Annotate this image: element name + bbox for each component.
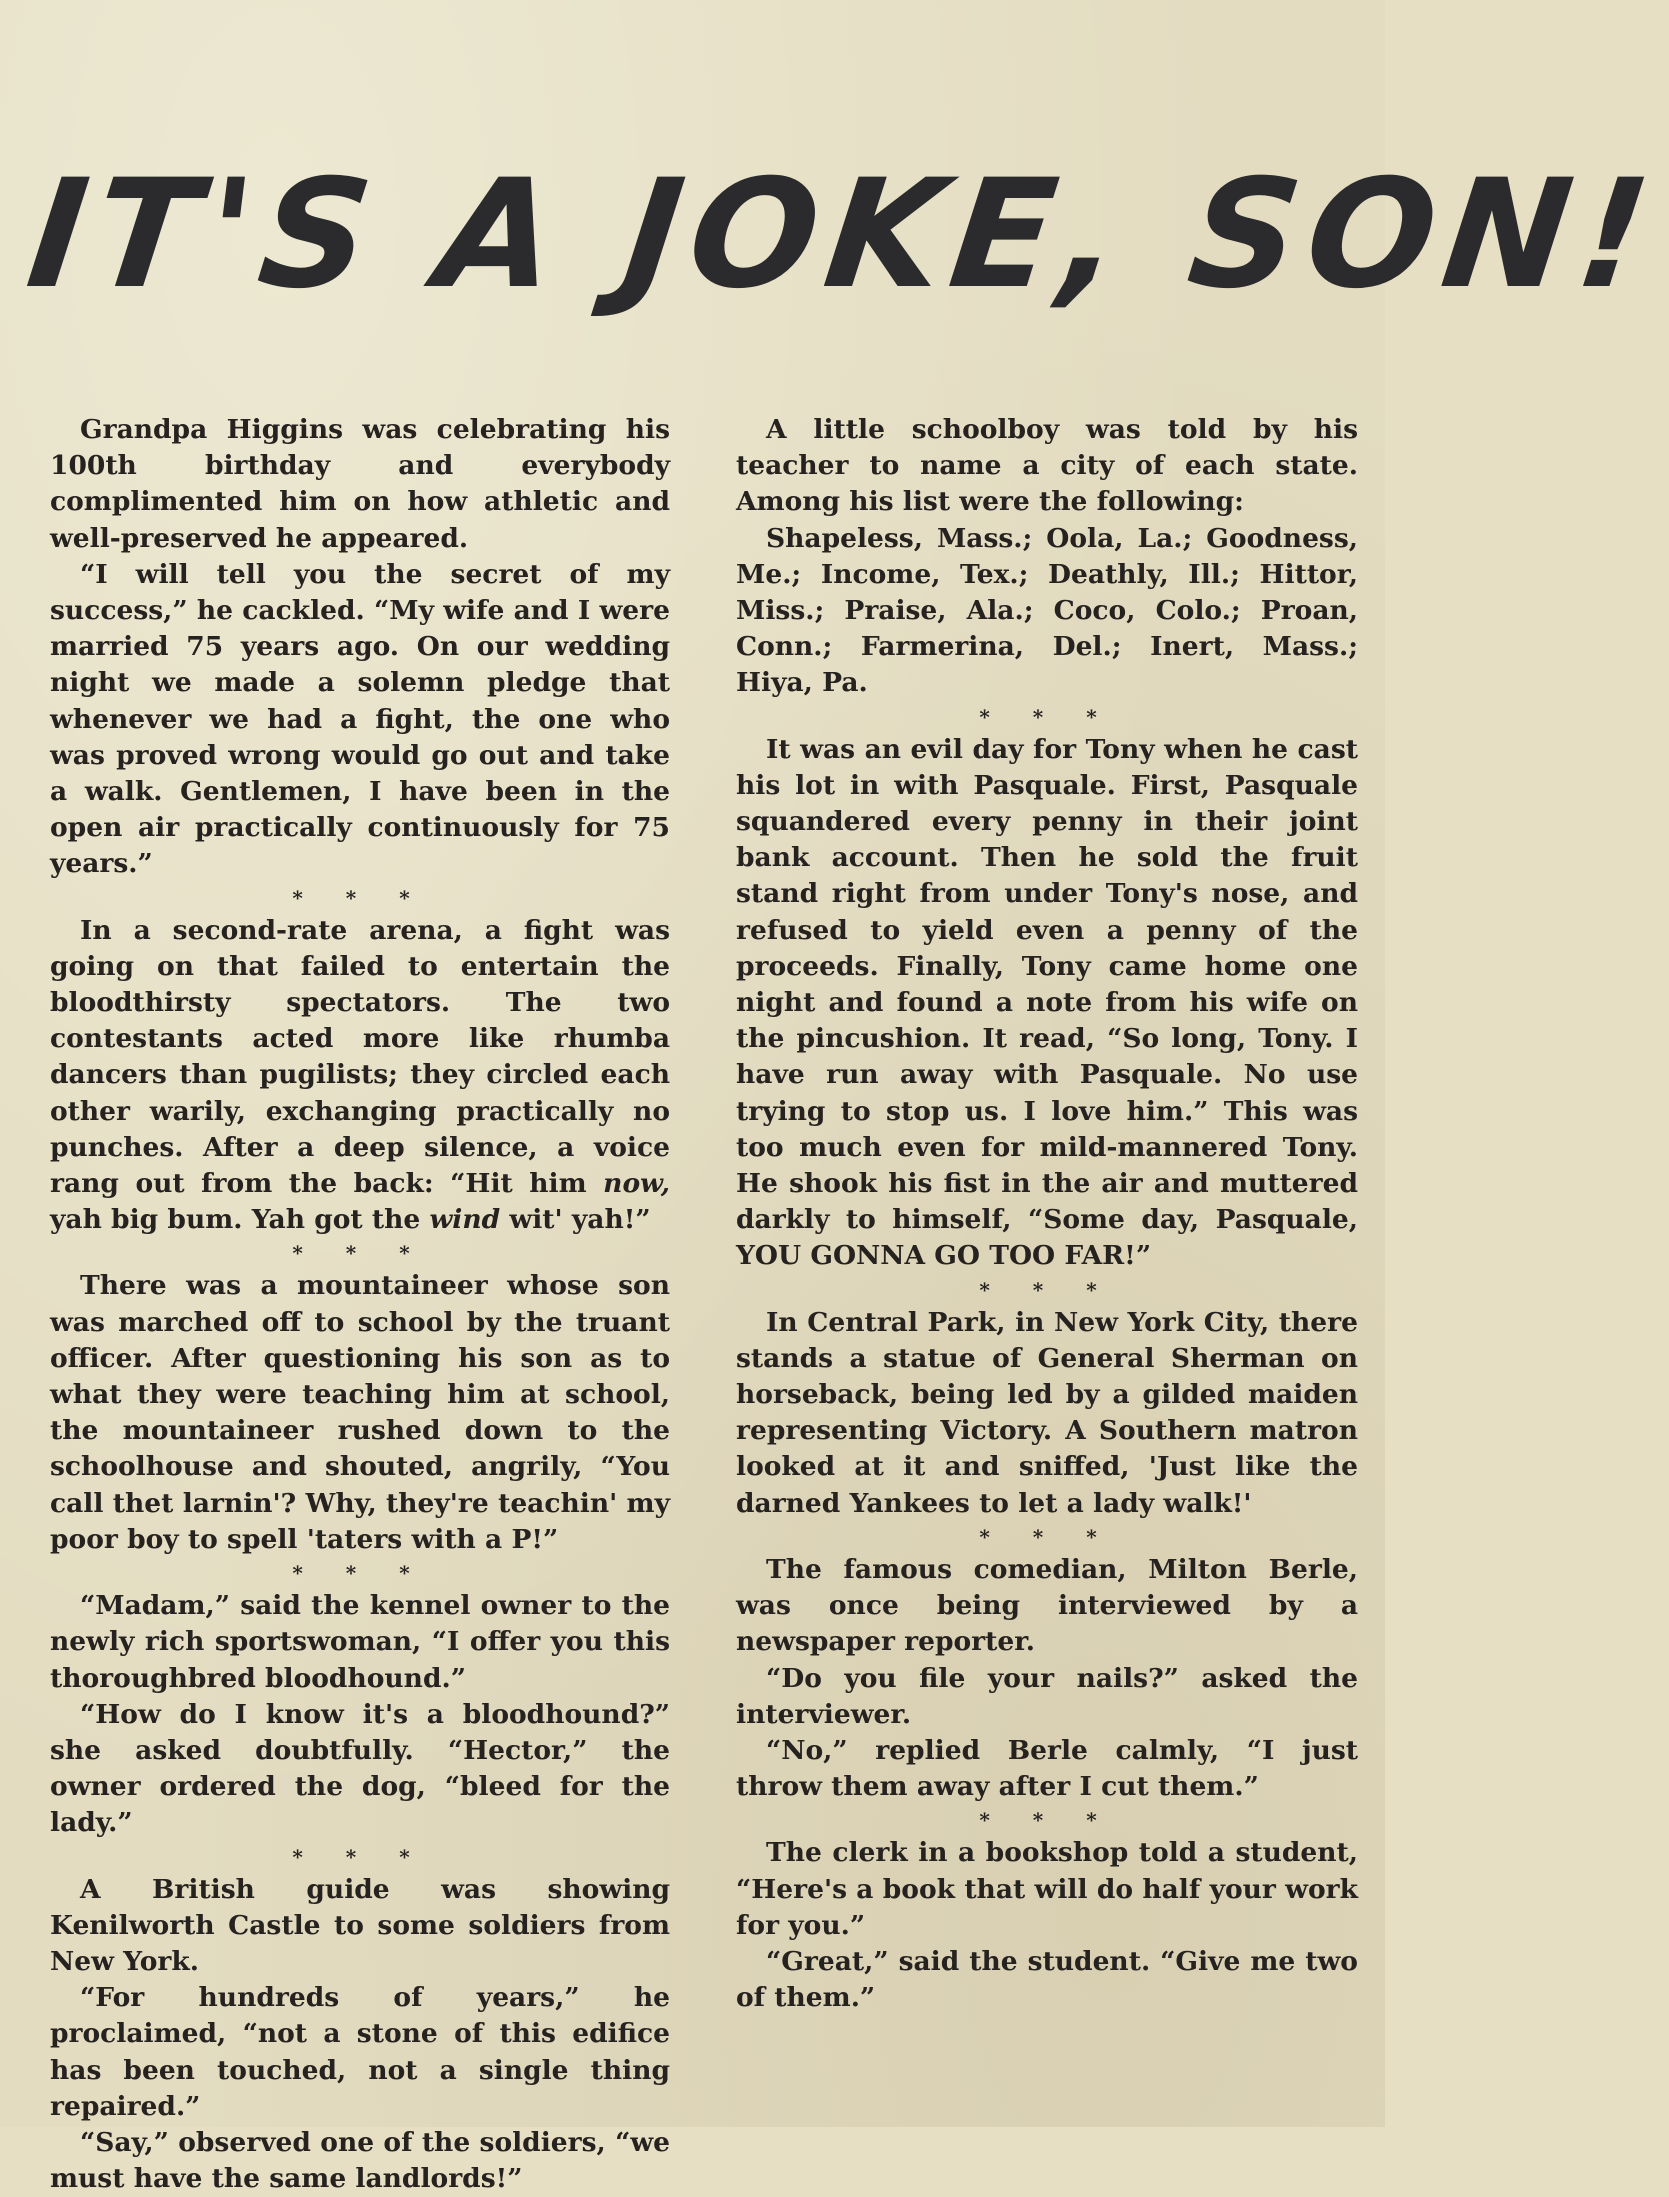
page-title: IT'S A JOKE, SON!	[19, 148, 1668, 322]
separator: * * *	[292, 885, 428, 910]
joke-schoolboy-list: Shapeless, Mass.; Oola, La.; Goodness, Me.; Income, Tex.; Deathly, Ill.; Hittor, Miss.; Praise, Ala.; Coco, Colo.; Proan, Conn.; Farmerina, Del.; Inert, Mass.; Hiya, Pa.	[736, 522, 1358, 699]
joke-kennel-intro: “Madam,” said the kennel owner to the newly rich sportswoman, “I offer you this thoroughbred bloodhound.”	[50, 1590, 670, 1694]
joke-berle-punchline: “No,” replied Berle calmly, “I just throw them away after I cut them.”	[736, 1734, 1358, 1803]
joke-berle-question: “Do you file your nails?” asked the interviewer.	[736, 1662, 1358, 1730]
separator: * * *	[979, 1808, 1115, 1833]
joke-mountaineer: There was a mountaineer whose son was marched off to school by the truant officer. After questioning his son as to what they were teaching him at school, the mountaineer rushed down to the schoolhouse and shouted, angrily, “You call thet larnin'? Why, they're teachin' my poor boy to spell 'taters with a P!”	[50, 1270, 670, 1555]
joke-schoolboy-intro: A little schoolboy was told by his teacher to name a city of each state. Among his list were the following:	[736, 414, 1358, 518]
joke-arena-em-wind: wind	[429, 1204, 501, 1236]
separator: * * *	[979, 704, 1115, 729]
joke-kenilworth-intro: A British guide was showing Kenilworth Castle to some soldiers from New York.	[50, 1873, 670, 1977]
right-column	[736, 412, 1358, 2016]
joke-arena-em-now: now,	[603, 1168, 670, 1200]
separator: * * *	[979, 1277, 1115, 1302]
joke-higgins-intro: Grandpa Higgins was celebrating his 100th birthday and everybody complimented him on how athletic and well-preserved he appeared.	[50, 414, 670, 554]
joke-arena-text-b: yah big bum. Yah got the	[50, 1204, 430, 1236]
joke-arena-text-a: In a second-rate arena, a fight was going on that failed to entertain the bloodthirsty spectators. The two contestants acted more like rhumba dancers than pugilists; they circled each other warily, exchanging practically no punches. After a deep silence, a voice rang out from the back: “Hit him	[50, 914, 670, 1200]
joke-bookshop-punchline: “Great,” said the student. “Give me two of them.”	[736, 1945, 1358, 2014]
joke-tony-pasquale: It was an evil day for Tony when he cast his lot in with Pasquale. First, Pasquale squandered every penny in their joint bank account. Then he sold the fruit stand right from under Tony's nose, and refused to yield even a penny of the proceeds. Finally, Tony came home one night and found a note from his wife on the pincushion. It read, “So long, Tony. I have run away with Pasquale. No use trying to stop us. I love him.” This was too much even for mild-mannered Tony. He shook his fist in the air and muttered darkly to himself, “Some day, Pasquale, YOU GONNA GO TOO FAR!”	[736, 733, 1358, 1272]
separator: * * *	[979, 1524, 1115, 1549]
joke-arena	[50, 913, 670, 1239]
joke-sherman-statue: In Central Park, in New York City, there stands a statue of General Sherman on horseback, being led by a gilded maiden representing Victory. A Southern matron looked at it and sniffed, 'Just like the darned Yankees to let a lady walk!'	[736, 1306, 1358, 1519]
left-column	[50, 412, 670, 2197]
joke-kenilworth-guide: “For hundreds of years,” he proclaimed, “not a stone of this edifice has been touched, not a single thing repaired.”	[50, 1982, 670, 2122]
joke-bookshop-intro: The clerk in a bookshop told a student, “Here's a book that will do half your work for you.”	[736, 1837, 1358, 1941]
joke-kennel-punchline: “How do I know it's a bloodhound?” she asked doubtfully. “Hector,” the owner ordered the dog, “bleed for the lady.”	[50, 1698, 670, 1839]
separator: * * *	[292, 1844, 428, 1869]
separator: * * *	[292, 1241, 428, 1266]
joke-berle-intro: The famous comedian, Milton Berle, was once being interviewed by a newspaper reporter.	[736, 1553, 1358, 1658]
joke-kenilworth-punchline: “Say,” observed one of the soldiers, “we must have the same landlords!”	[50, 2126, 670, 2195]
joke-higgins-punchline: “I will tell you the secret of my success,” he cackled. “My wife and I were married 75 years ago. On our wedding night we made a solemn pledge that whenever we had a fight, the one who was proved wrong would go out and take a walk. Gentlemen, I have been in the open air practically continuously for 75 years.”	[50, 558, 670, 880]
separator: * * *	[292, 1561, 428, 1586]
joke-arena-text-c: wit' yah!”	[500, 1204, 651, 1236]
